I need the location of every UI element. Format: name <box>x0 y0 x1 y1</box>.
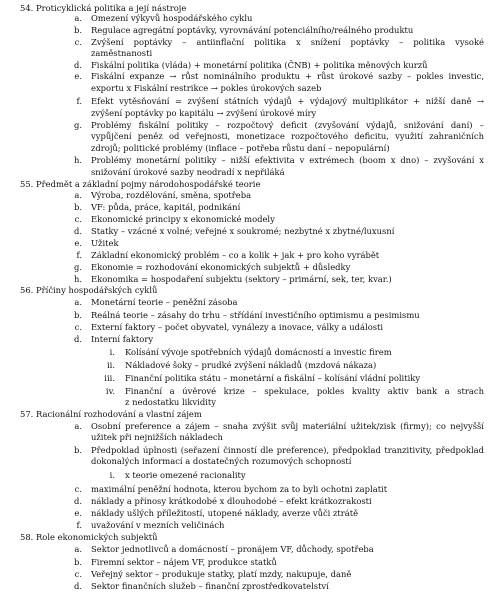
list-item-continuation: zdrojů; politické problémy (inflace – potřeba růstu daní – nepopulární) <box>91 143 390 153</box>
list-item-continuation: dokonalých informací a dostatečných rozumových schopností <box>91 456 352 466</box>
list-item-continuation: zaměstnanosti <box>91 48 153 58</box>
list-item-continuation: zvýšení poptávky po kapitálu → zvýšení úrokové míry <box>91 108 317 118</box>
list-item-continuation: snižování úrokové sazby neodradí x nepřiláká <box>91 167 285 177</box>
list-item-continuation: exportu x Fiskální restrikce → pokles úrokových sazeb <box>91 83 322 93</box>
list-item-continuation: z nedostatku likvidity <box>125 397 216 407</box>
list-item-continuation: užitek při nejnižších nákladech <box>91 432 223 442</box>
